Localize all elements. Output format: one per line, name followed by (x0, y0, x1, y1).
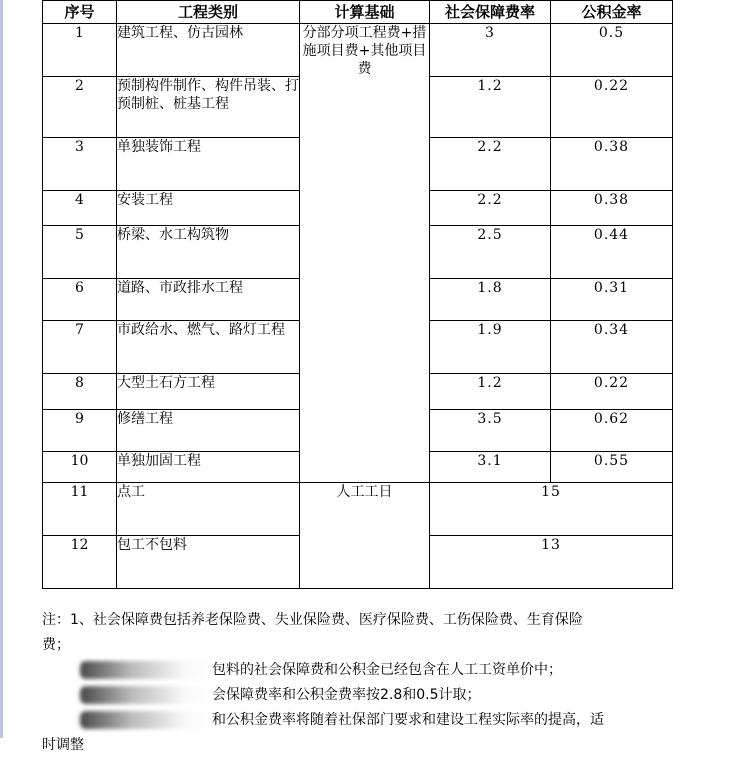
row-fund-rate: 0.22 (551, 77, 673, 138)
row-fund-rate: 0.5 (551, 24, 673, 77)
header-fund-rate: 公积金率 (551, 1, 673, 24)
row-category: 预制构件制作、构件吊装、打预制桩、桩基工程 (117, 77, 300, 138)
row-social-rate: 3.5 (430, 410, 551, 452)
table-row (43, 483, 673, 536)
row-social-rate: 2.2 (430, 191, 551, 226)
header-social-rate: 社会保障费率 (430, 1, 551, 24)
row-combined-rate: 15 (430, 483, 673, 536)
row-social-rate: 1.9 (430, 321, 551, 374)
row-category: 点工 (117, 483, 300, 536)
row-fund-rate: 0.34 (551, 321, 673, 374)
row-no: 3 (43, 138, 117, 191)
note-line-5: 时调整 (42, 737, 84, 753)
note-line-1b: 费； (42, 637, 70, 653)
row-category: 包工不包料 (117, 536, 300, 589)
redaction-blur (80, 686, 210, 704)
row-no: 8 (43, 374, 117, 410)
redaction-blur (80, 711, 210, 729)
row-no: 7 (43, 321, 117, 374)
row-social-rate: 3 (430, 24, 551, 77)
row-no: 2 (43, 77, 117, 138)
row-fund-rate: 0.55 (551, 452, 673, 483)
header-calc-base: 计算基础 (300, 1, 430, 24)
note-line-1: 注：1、社会保障费包括养老保险费、失业保险费、医疗保险费、工伤保险费、生育保险 (42, 612, 583, 628)
row-social-rate: 2.5 (430, 226, 551, 279)
row-category: 单独加固工程 (117, 452, 300, 483)
note-line-4-text: 和公积金费率将随着社保部门要求和建设工程实际率的提高，适 (212, 712, 604, 728)
row-no: 12 (43, 536, 117, 589)
row-fund-rate: 0.31 (551, 279, 673, 321)
header-no: 序号 (43, 1, 117, 24)
row-fund-rate: 0.38 (551, 191, 673, 226)
redaction-blur (80, 661, 210, 679)
row-combined-rate: 13 (430, 536, 673, 589)
table-header-row (43, 1, 673, 24)
row-no: 11 (43, 483, 117, 536)
row-social-rate: 2.2 (430, 138, 551, 191)
row-fund-rate: 0.38 (551, 138, 673, 191)
row-no: 1 (43, 24, 117, 77)
note-line-2 (42, 658, 672, 683)
note-line-3-text: 会保障费率和公积金费率按2.8和0.5计取； (212, 687, 481, 703)
calc-base-text: 分部分项工程费+措施项目费+其他项目费 (302, 25, 427, 77)
row-no: 10 (43, 452, 117, 483)
row-social-rate: 1.2 (430, 77, 551, 138)
calc-base-merged (300, 24, 430, 483)
rates-table (42, 0, 673, 589)
row-no: 4 (43, 191, 117, 226)
row-fund-rate: 0.44 (551, 226, 673, 279)
calc-base-labor-text: 人工工日 (336, 484, 393, 500)
row-fund-rate: 0.22 (551, 374, 673, 410)
row-no: 5 (43, 226, 117, 279)
notes-section (42, 608, 672, 758)
row-category: 安装工程 (117, 191, 300, 226)
row-fund-rate: 0.62 (551, 410, 673, 452)
row-social-rate: 1.8 (430, 279, 551, 321)
row-category: 桥梁、水工构筑物 (117, 226, 300, 279)
row-social-rate: 3.1 (430, 452, 551, 483)
row-category: 大型土石方工程 (117, 374, 300, 410)
row-social-rate: 1.2 (430, 374, 551, 410)
note-line-4 (42, 708, 672, 733)
note-line-3 (42, 683, 672, 708)
row-category: 单独装饰工程 (117, 138, 300, 191)
note-line-2-text: 包料的社会保障费和公积金已经包含在人工工资单价中； (212, 662, 562, 678)
row-category: 道路、市政排水工程 (117, 279, 300, 321)
row-category: 建筑工程、仿古园林 (117, 24, 300, 77)
table-row (43, 24, 673, 77)
row-no: 6 (43, 279, 117, 321)
calc-base-merged-labor (300, 483, 430, 589)
row-no: 9 (43, 410, 117, 452)
row-category: 市政给水、燃气、路灯工程 (117, 321, 300, 374)
row-category: 修缮工程 (117, 410, 300, 452)
window-frame-edge (0, 0, 3, 738)
header-category: 工程类别 (117, 1, 300, 24)
